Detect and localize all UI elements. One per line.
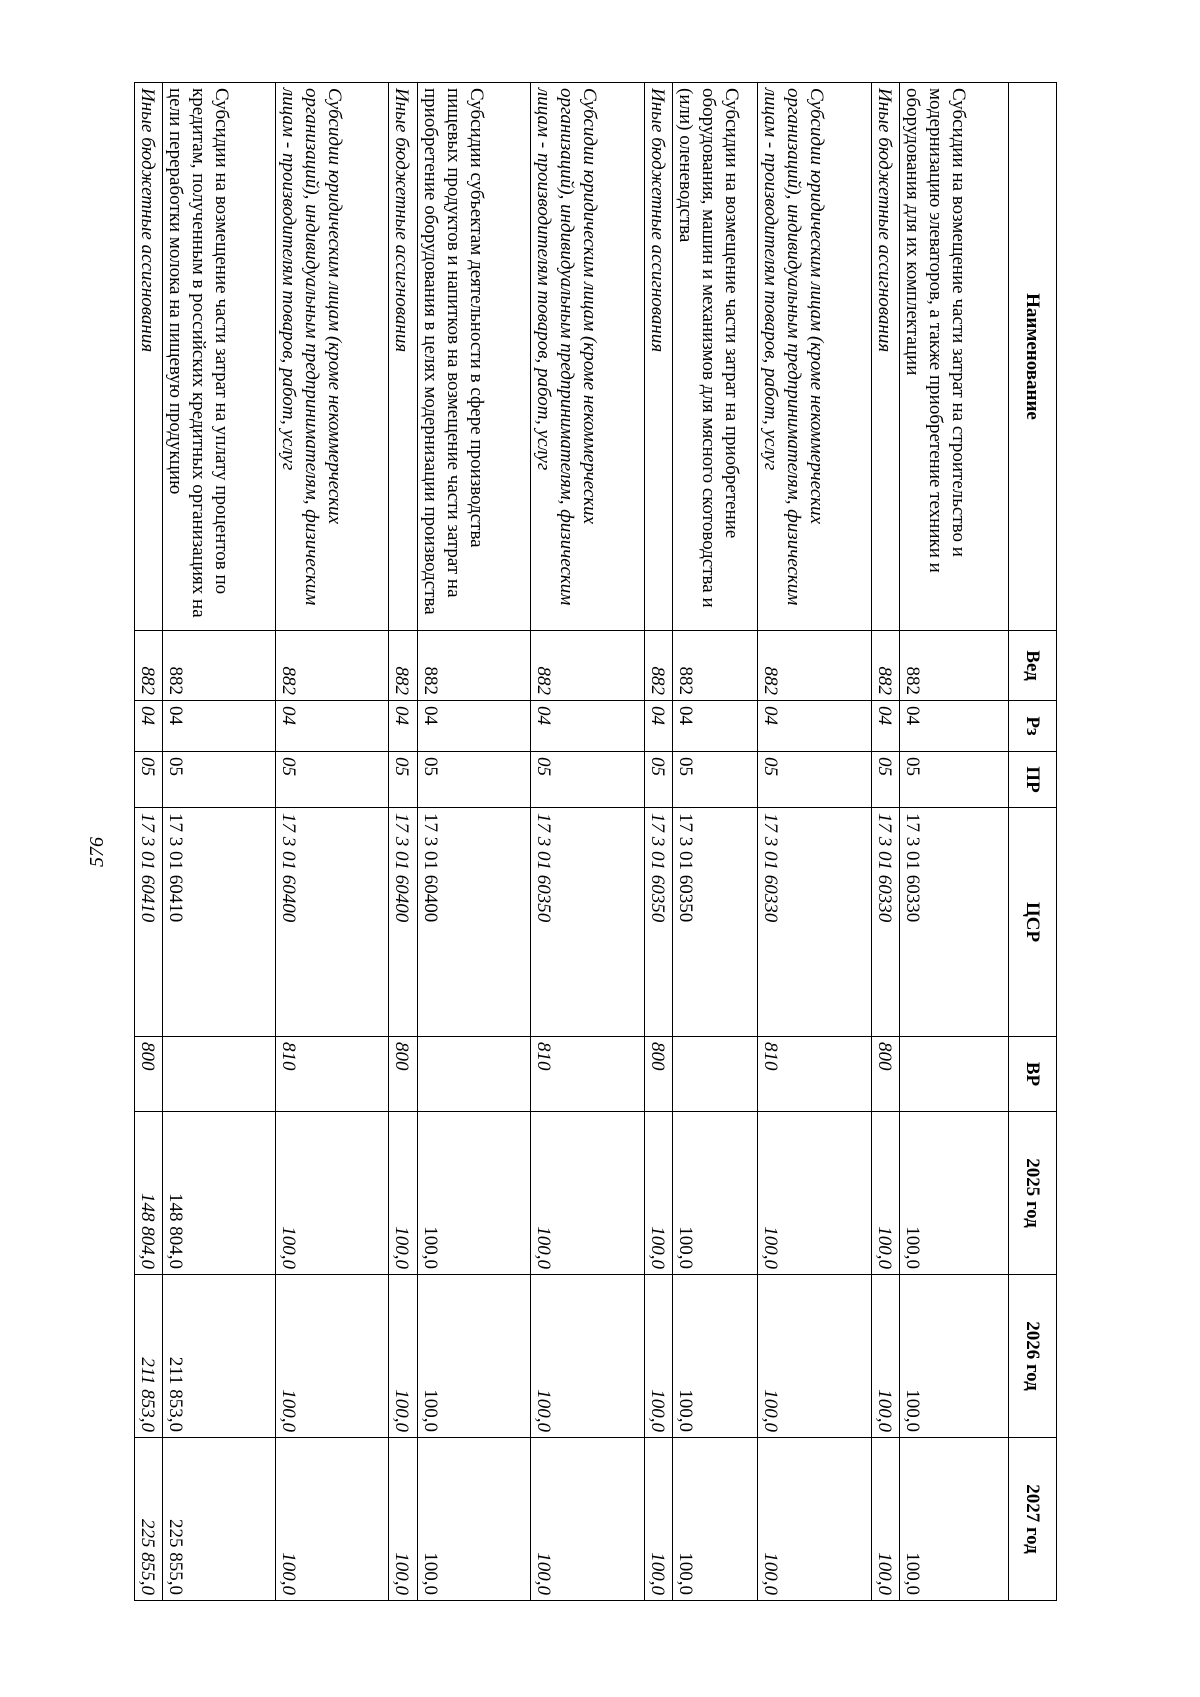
cell-csr: 17 3 01 60400 [275,808,388,1037]
budget-table [134,82,1057,1601]
cell-2026: 100,0 [871,1275,899,1438]
cell-name: Субсидии юридическим лицам (кроме некоммерческих организаций), индивидуальным предпринимателям, физическим лицам - производителям товаров, работ, услуг [758,83,871,631]
cell-ved: 882 [275,631,388,701]
table-row [275,83,388,1601]
cell-pr: 05 [135,752,163,808]
table-row [389,83,417,1601]
cell-rz: 04 [389,701,417,752]
cell-vr [163,1037,275,1112]
cell-rz: 04 [899,701,1008,752]
cell-name: Субсидии субъектам деятельности в сфере производства пищевых продуктов и напитков на возмещение части затрат на приобретение оборудования в целях модернизации производства [417,83,530,631]
cell-ved: 882 [417,631,530,701]
cell-2026: 100,0 [389,1275,417,1438]
cell-2026: 211 853,0 [135,1275,163,1438]
cell-csr: 17 3 01 60400 [389,808,417,1037]
cell-2025: 100,0 [389,1112,417,1275]
table-row [758,83,871,1601]
cell-2027: 100,0 [758,1438,871,1601]
cell-2026: 100,0 [758,1275,871,1438]
cell-2025: 100,0 [758,1112,871,1275]
cell-2025: 100,0 [672,1112,757,1275]
cell-rz: 04 [417,701,530,752]
cell-ved: 882 [531,631,644,701]
cell-ved: 882 [135,631,163,701]
cell-2026: 100,0 [899,1275,1008,1438]
cell-ved: 882 [871,631,899,701]
cell-vr [672,1037,757,1112]
header-vr: ВР [1009,1037,1057,1112]
cell-csr: 17 3 01 60410 [163,808,275,1037]
table-row [135,83,163,1601]
cell-rz: 04 [163,701,275,752]
cell-ved: 882 [758,631,871,701]
cell-csr: 17 3 01 60350 [672,808,757,1037]
cell-name: Иные бюджетные ассигнования [871,83,899,631]
cell-pr: 05 [871,752,899,808]
cell-2027: 100,0 [389,1438,417,1601]
cell-rz: 04 [135,701,163,752]
table-row [163,83,275,1601]
header-2026: 2026 год [1009,1275,1057,1438]
cell-ved: 882 [899,631,1008,701]
cell-vr: 800 [389,1037,417,1112]
cell-vr: 800 [135,1037,163,1112]
cell-csr: 17 3 01 60330 [758,808,871,1037]
table-row [871,83,899,1601]
header-rz: Рз [1009,701,1057,752]
header-pr: ПР [1009,752,1057,808]
cell-2026: 100,0 [531,1275,644,1438]
cell-2027: 100,0 [531,1438,644,1601]
cell-name: Субсидии на возмещение части затрат на приобретение оборудования, машин и механизмов для мясного скотоводства и (или) оленеводства [672,83,757,631]
cell-ved: 882 [644,631,672,701]
cell-name: Субсидии юридическим лицам (кроме некоммерческих организаций), индивидуальным предпринимателям, физическим лицам - производителям товаров, работ, услуг [531,83,644,631]
cell-csr: 17 3 01 60410 [135,808,163,1037]
cell-ved: 882 [672,631,757,701]
cell-csr: 17 3 01 60330 [871,808,899,1037]
cell-pr: 05 [531,752,644,808]
page-number: 576 [86,837,108,867]
cell-pr: 05 [644,752,672,808]
cell-name: Субсидии на возмещение части затрат на строительство и модернизацию элеваторов, а также приобретение техники и оборудования для их комплектации [899,83,1008,631]
cell-2027: 100,0 [672,1438,757,1601]
cell-pr: 05 [672,752,757,808]
cell-2027: 100,0 [275,1438,388,1601]
table-row [644,83,672,1601]
cell-rz: 04 [672,701,757,752]
table-row [672,83,757,1601]
cell-name: Субсидии юридическим лицам (кроме некоммерческих организаций), индивидуальным предпринимателям, физическим лицам - производителям товаров, работ, услуг [275,83,388,631]
cell-pr: 05 [417,752,530,808]
cell-2025: 100,0 [275,1112,388,1275]
cell-rz: 04 [531,701,644,752]
cell-2025: 100,0 [531,1112,644,1275]
cell-2025: 148 804,0 [163,1112,275,1275]
header-2025: 2025 год [1009,1112,1057,1275]
cell-2027: 100,0 [871,1438,899,1601]
cell-csr: 17 3 01 60400 [417,808,530,1037]
table-row [531,83,644,1601]
cell-2027: 225 855,0 [163,1438,275,1601]
header-csr: ЦСР [1009,808,1057,1037]
cell-pr: 05 [899,752,1008,808]
cell-vr: 810 [275,1037,388,1112]
cell-2026: 100,0 [644,1275,672,1438]
cell-pr: 05 [758,752,871,808]
cell-vr: 800 [644,1037,672,1112]
cell-name: Субсидии на возмещение части затрат на уплату процентов по кредитам, полученным в российских кредитных организациях на цели переработки молока на пищевую продукцию [163,83,275,631]
cell-2026: 100,0 [417,1275,530,1438]
cell-name: Иные бюджетные ассигнования [389,83,417,631]
cell-2027: 100,0 [417,1438,530,1601]
cell-ved: 882 [163,631,275,701]
cell-vr [899,1037,1008,1112]
cell-name: Иные бюджетные ассигнования [644,83,672,631]
header-name: Наименование [1009,83,1057,631]
cell-csr: 17 3 01 60350 [644,808,672,1037]
cell-2027: 100,0 [899,1438,1008,1601]
cell-2026: 100,0 [672,1275,757,1438]
cell-pr: 05 [389,752,417,808]
cell-vr: 810 [758,1037,871,1112]
cell-rz: 04 [275,701,388,752]
cell-rz: 04 [644,701,672,752]
cell-rz: 04 [871,701,899,752]
header-2027: 2027 год [1009,1438,1057,1601]
cell-ved: 882 [389,631,417,701]
cell-2026: 211 853,0 [163,1275,275,1438]
cell-rz: 04 [758,701,871,752]
table-row [899,83,1008,1601]
cell-2025: 148 804,0 [135,1112,163,1275]
cell-csr: 17 3 01 60330 [899,808,1008,1037]
cell-vr [417,1037,530,1112]
cell-vr: 810 [531,1037,644,1112]
cell-vr: 800 [871,1037,899,1112]
rotated-table-wrapper [134,82,1057,1600]
table-row [417,83,530,1601]
cell-2025: 100,0 [644,1112,672,1275]
cell-2027: 225 855,0 [135,1438,163,1601]
cell-pr: 05 [163,752,275,808]
cell-2027: 100,0 [644,1438,672,1601]
cell-pr: 05 [275,752,388,808]
cell-2025: 100,0 [417,1112,530,1275]
cell-name: Иные бюджетные ассигнования [135,83,163,631]
cell-2025: 100,0 [899,1112,1008,1275]
header-row [1009,83,1057,1601]
header-ved: Вед [1009,631,1057,701]
cell-csr: 17 3 01 60350 [531,808,644,1037]
cell-2025: 100,0 [871,1112,899,1275]
cell-2026: 100,0 [275,1275,388,1438]
